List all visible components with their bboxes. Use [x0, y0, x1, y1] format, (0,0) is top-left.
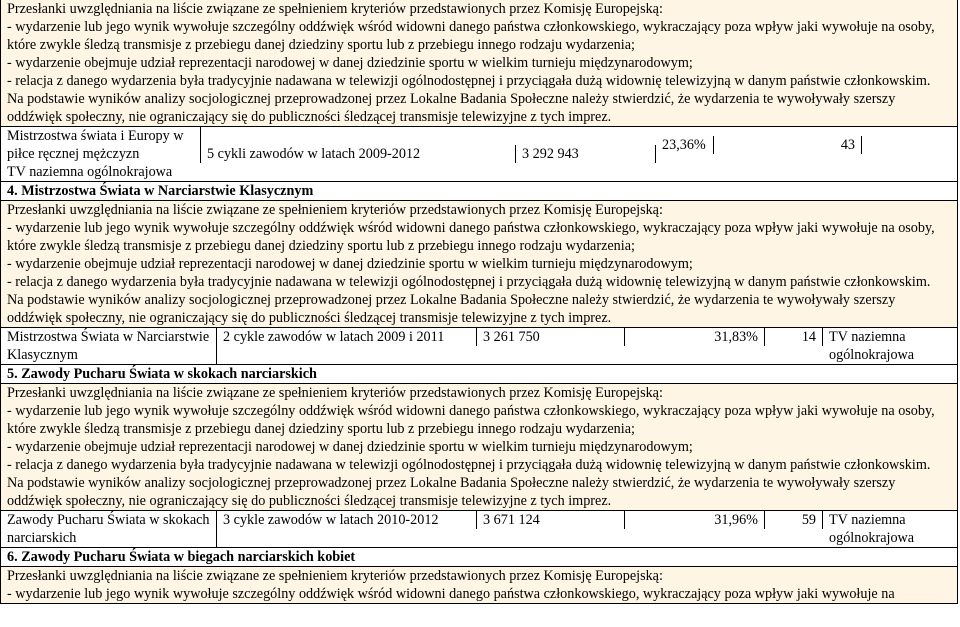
table-row [1, 511, 957, 548]
channel-cell: TV naziemna ogólnokrajowa [829, 329, 915, 363]
criteria-conclusion: Na podstawie wyników analizy socjologicznej przeprowadzonej przez Lokalne Badania Społeczne należy stwierdzić, że wydarzenia te wywoływały szerszy oddźwięk społeczny, nie ograniczający się do publiczności śledzącej transmisje telewizyjne z tych imprez. [7, 91, 896, 125]
criteria-block [1, 567, 957, 603]
share-cell: 31,96% [625, 511, 765, 529]
rank-cell: 14 [765, 328, 823, 346]
audience-cell: 3 292 943 [516, 145, 656, 163]
cycles-cell: 3 cykle zawodów w latach 2010-2012 [217, 511, 477, 529]
criteria-bullet: - wydarzenie lub jego wynik wywołuje szczególny oddźwięk wśród widowni danego państwa członkowskiego, wykraczający poza wpływ jaki wywołuje na osoby, które zwykle śledzą transmisje z przebiegu danej dziedziny sportu lub z przebiegu innego rodzaju wydarzenia; [7, 19, 935, 53]
section-heading: 5. Zawody Pucharu Świata w skokach narciarskich [1, 365, 957, 384]
criteria-bullet: - relacja z danego wydarzenia była tradycyjnie nadawana w telewizji ogólnodostępnej i przyciągała dużą widownię telewizyjną w danym państwie członkowskim. [7, 73, 931, 89]
criteria-bullet: - wydarzenie lub jego wynik wywołuje szczególny oddźwięk wśród widowni danego państwa członkowskiego, wykraczający poza wpływ jaki wywołuje na osoby, które zwykle śledzą transmisje z przebiegu danej dziedziny sportu lub z przebiegu innego rodzaju wydarzenia; [7, 220, 935, 254]
criteria-bullet: - wydarzenie lub jego wynik wywołuje szczególny oddźwięk wśród widowni danego państwa członkowskiego, wykraczający poza wpływ jaki wywołuje na [7, 586, 895, 602]
criteria-intro: Przesłanki uwzględniania na liście związane ze spełnieniem kryteriów przedstawionych przez Komisję Europejską: [7, 568, 663, 584]
criteria-conclusion: Na podstawie wyników analizy socjologicznej przeprowadzonej przez Lokalne Badania Społeczne należy stwierdzić, że wydarzenia te wywoływały szerszy oddźwięk społeczny, nie ograniczający się do publiczności śledzącej transmisje telewizyjne z tych imprez. [7, 292, 896, 326]
criteria-block [1, 201, 957, 328]
cycles-cell: 5 cykli zawodów w latach 2009-2012 [201, 145, 516, 163]
audience-cell: 3 671 124 [477, 511, 625, 529]
criteria-block [1, 0, 957, 127]
event-cell: Mistrzostwa świata i Europy w piłce ręcznej mężczyzn [1, 127, 201, 163]
share-cell: 23,36% [656, 136, 714, 154]
event-cell: Mistrzostwa Świata w Narciarstwie Klasycznym [1, 328, 217, 364]
criteria-bullet: - wydarzenie lub jego wynik wywołuje szczególny oddźwięk wśród widowni danego państwa członkowskiego, wykraczający poza wpływ jaki wywołuje na osoby, które zwykle śledzą transmisje z przebiegu danej dziedziny sportu lub z przebiegu innego rodzaju wydarzenia; [7, 403, 935, 437]
rank-cell: 59 [765, 511, 823, 529]
criteria-conclusion: Na podstawie wyników analizy socjologicznej przeprowadzonej przez Lokalne Badania Społeczne należy stwierdzić, że wydarzenia te wywoływały szerszy oddźwięk społeczny, nie ograniczający się do publiczności śledzącej transmisje telewizyjne z tych imprez. [7, 475, 896, 509]
rank-cell: 43 [714, 136, 862, 154]
event-cell: Zawody Pucharu Świata w skokach narciarskich [1, 511, 217, 547]
criteria-bullet: - wydarzenie obejmuje udział reprezentacji narodowej w danej dziedzinie sportu w wielkim turnieju międzynarodowym; [7, 439, 693, 455]
criteria-bullet: - wydarzenie obejmuje udział reprezentacji narodowej w danej dziedzinie sportu w wielkim turnieju międzynarodowym; [7, 55, 693, 71]
section-heading: 6. Zawody Pucharu Świata w biegach narciarskich kobiet [1, 548, 957, 567]
criteria-intro: Przesłanki uwzględniania na liście związane ze spełnieniem kryteriów przedstawionych przez Komisję Europejską: [7, 202, 663, 218]
table-row [1, 328, 957, 365]
channel-cell: TV naziemna ogólnokrajowa [829, 512, 915, 546]
criteria-bullet: - relacja z danego wydarzenia była tradycyjnie nadawana w telewizji ogólnodostępnej i przyciągała dużą widownię telewizyjną w danym państwie członkowskim. [7, 457, 931, 473]
table-row [1, 127, 957, 182]
criteria-bullet: - relacja z danego wydarzenia była tradycyjnie nadawana w telewizji ogólnodostępnej i przyciągała dużą widownię telewizyjną w danym państwie członkowskim. [7, 274, 931, 290]
cycles-cell: 2 cykle zawodów w latach 2009 i 2011 [217, 328, 477, 346]
criteria-bullet: - wydarzenie obejmuje udział reprezentacji narodowej w danej dziedzinie sportu w wielkim turnieju międzynarodowym; [7, 256, 693, 272]
section-heading: 4. Mistrzostwa Świata w Narciarstwie Klasycznym [1, 182, 957, 201]
criteria-intro: Przesłanki uwzględniania na liście związane ze spełnieniem kryteriów przedstawionych przez Komisję Europejską: [7, 1, 663, 17]
share-cell: 31,83% [625, 328, 765, 346]
criteria-intro: Przesłanki uwzględniania na liście związane ze spełnieniem kryteriów przedstawionych przez Komisję Europejską: [7, 385, 663, 401]
criteria-block [1, 384, 957, 511]
audience-cell: 3 261 750 [477, 328, 625, 346]
channel-cell: TV naziemna ogólnokrajowa [7, 164, 173, 180]
